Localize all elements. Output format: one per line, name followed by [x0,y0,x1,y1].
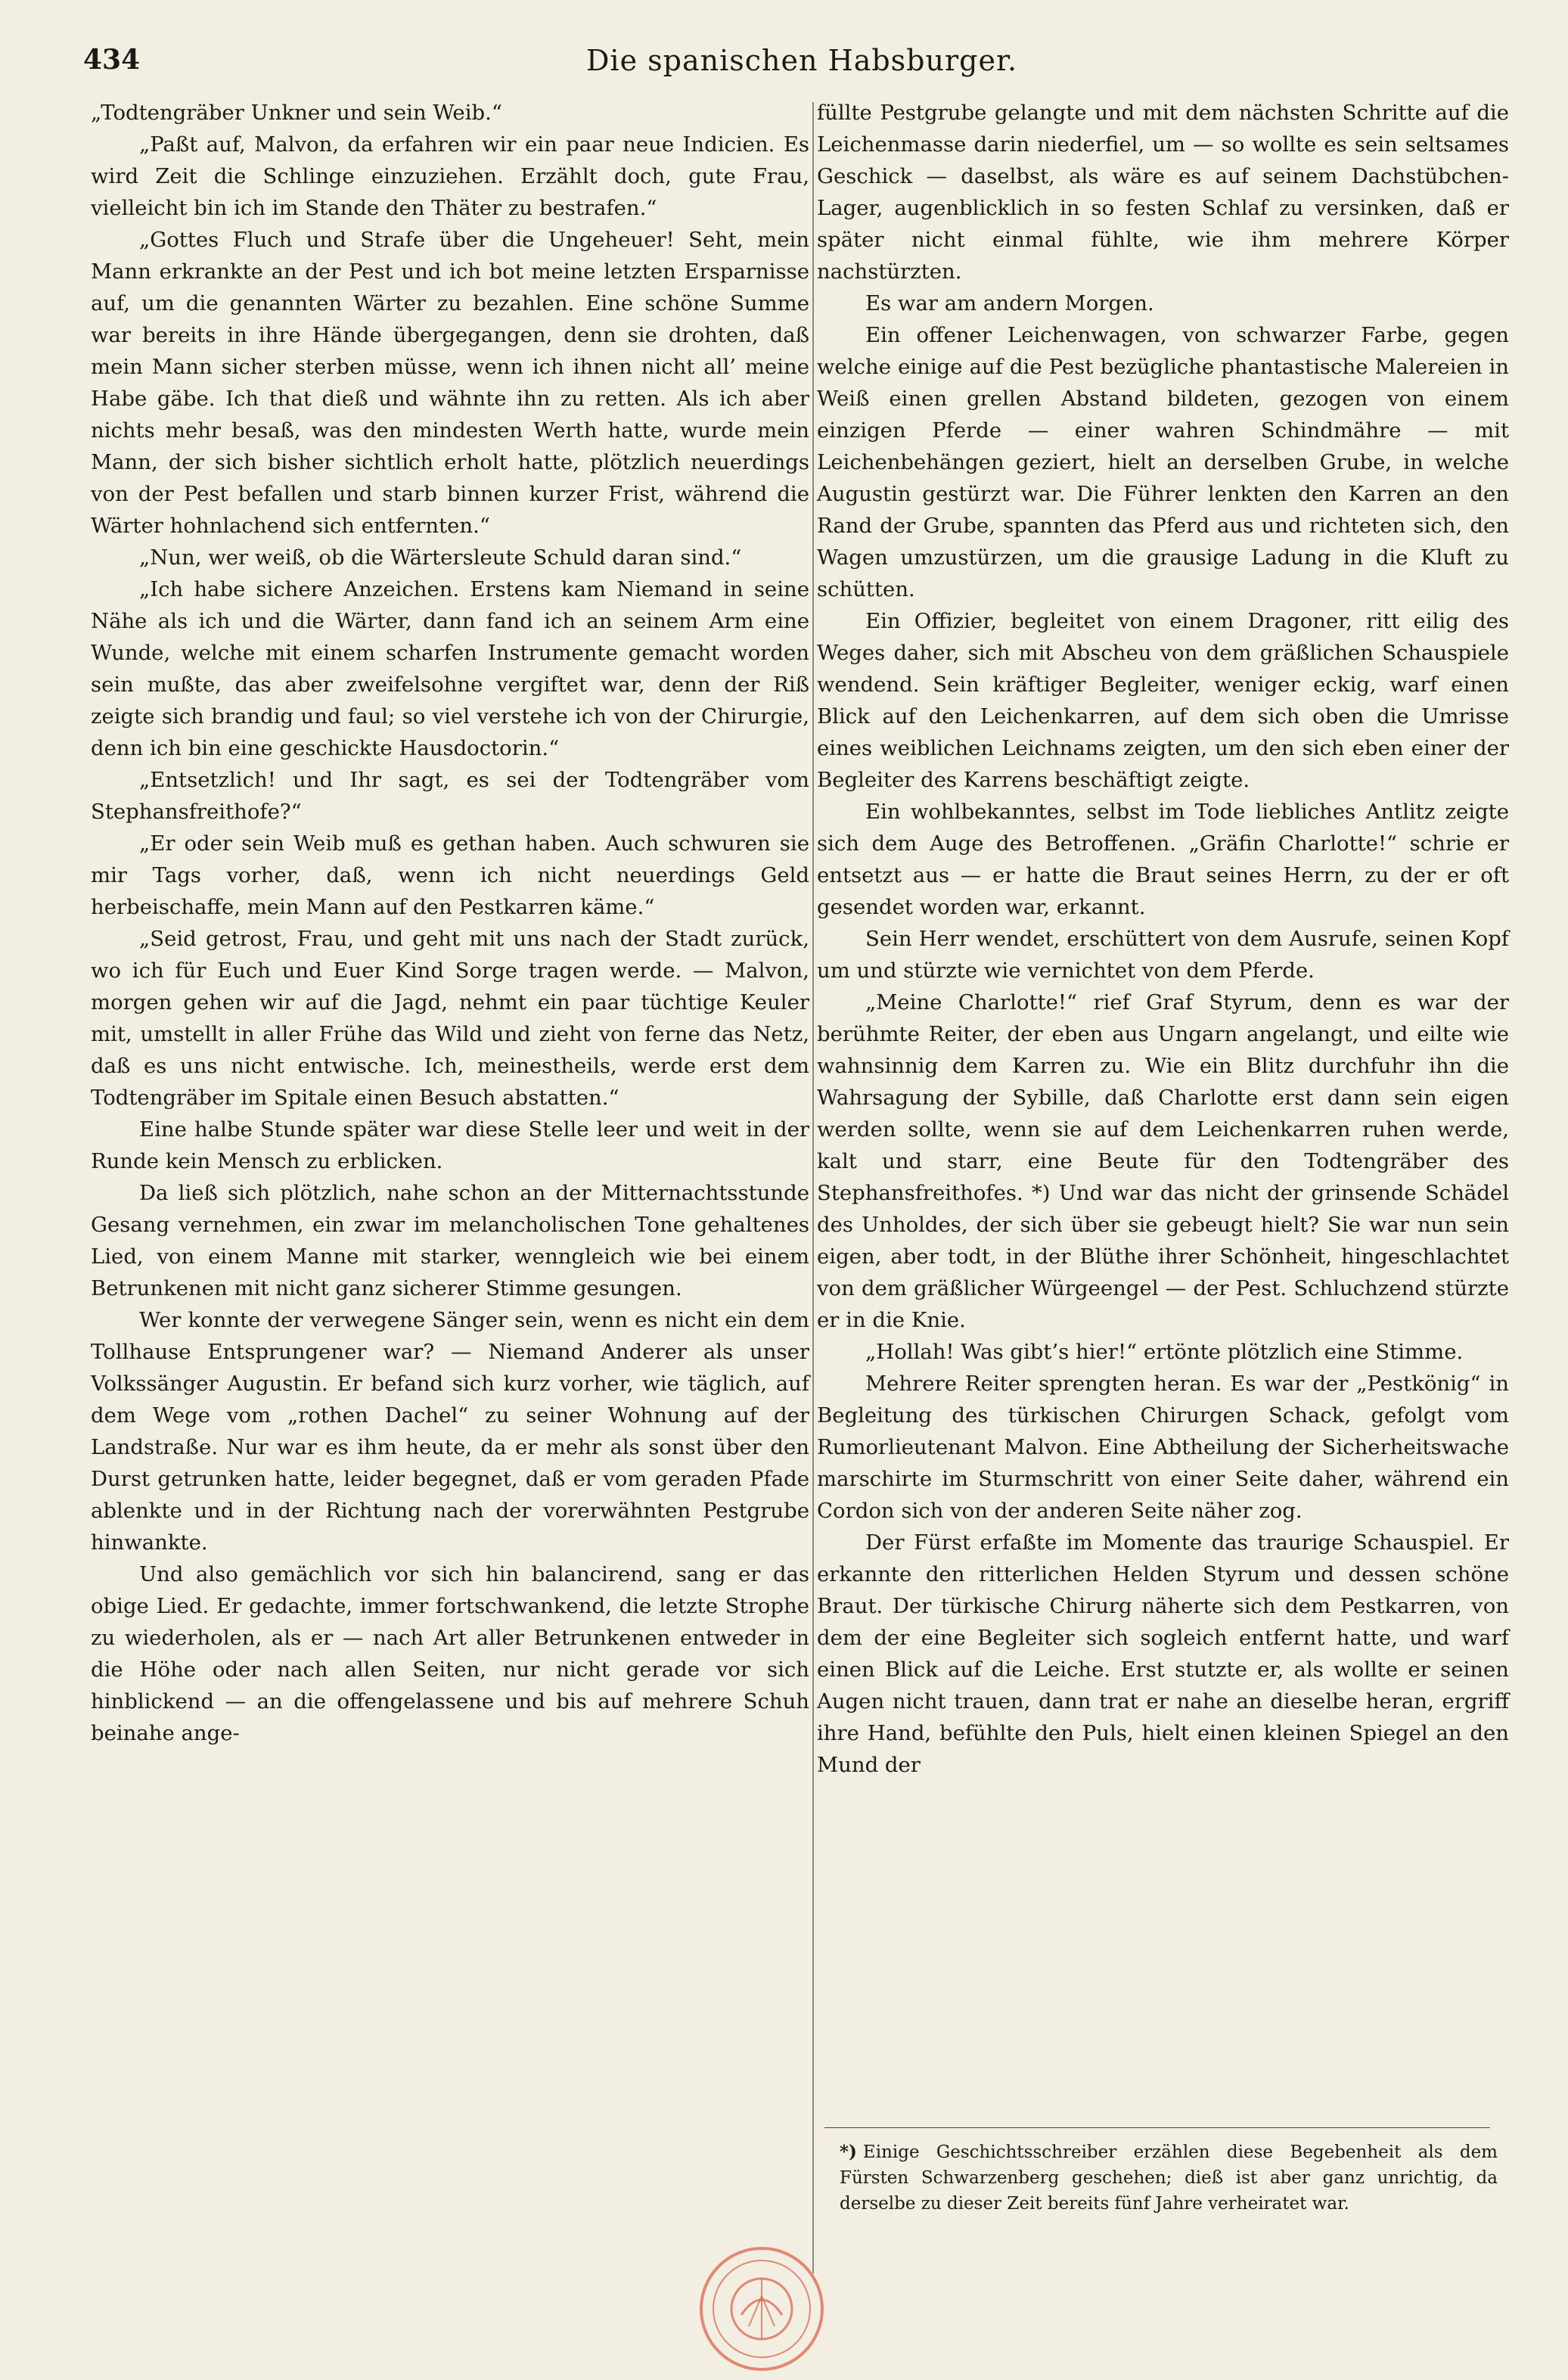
footnote [840,2139,1498,2217]
paragraph: Sein Herr wendet, erschüttert von dem Ausrufe, seinen Kopf um und stürzte wie vernichtet von dem Pferde. [817,927,1509,983]
paragraph: Ein wohlbekanntes, selbst im Tode liebliches Antlitz zeigte sich dem Auge des Betroffenen. „Gräfin Charlotte!“ schrie er entsetzt aus — er hatte die Braut seines Herrn, zu der er oft gesendet worden war, erkannt. [817,800,1509,919]
paragraph: Eine halbe Stunde später war diese Stelle leer und weit in der Runde kein Mensch zu erblicken. [91,1117,809,1173]
column-divider [812,102,814,2273]
paragraph: „Meine Charlotte!“ rief Graf Styrum, denn es war der berühmte Reiter, der eben aus Ungarn angelangt, und eilte wie wahnsinnig dem Karren zu. Wie ein Blitz durchfuhr ihn die Wahrsagung der Sybille, daß Charlotte erst dann sein eigen werden sollte, wenn sie auf dem Leichenkarren ruhen werde, kalt und starr, eine Beute für den Todtengräber des Stephansfreithofes. *) Und war das nicht der grinsende Schädel des Unholdes, der sich über sie gebeugt hielt? Sie war nun sein eigen, aber todt, in der Blüthe ihrer Schönheit, hingeschlachtet von dem gräßlicher Würgeengel — der Pest. Schluchzend stürzte er in die Knie. [817,990,1509,1332]
paragraph: „Er oder sein Weib muß es gethan haben. Auch schwuren sie mir Tags vorher, daß, wenn ich nicht neuerdings Geld herbeischaffe, mein Mann auf den Pestkarren käme.“ [91,831,809,919]
left-column [91,97,809,1749]
paragraph: füllte Pestgrube gelangte und mit dem nächsten Schritte auf die Leichenmasse darin niederfiel, um — so wollte es sein seltsames Geschick — daselbst, als wäre es auf seinem Dachstübchen-Lager, augenblicklich in so festen Schlaf zu versinken, daß er später nicht einmal fühlte, wie ihm mehrere Körper nachstürzten. [817,101,1509,284]
paragraph: „Gottes Fluch und Strafe über die Ungeheuer! Seht, mein Mann erkrankte an der Pest und ich bot meine letzten Ersparnisse auf, um die genannten Wärter zu bezahlen. Eine schöne Summe war bereits in ihre Hände übergegangen, denn sie drohten, daß mein Mann sicher sterben müsse, wenn ich ihnen nicht all’ meine Habe gäbe. Ich that dieß und wähnte ihn zu retten. Als ich aber nichts mehr besaß, was den mindesten Werth hatte, wurde mein Mann, der sich bisher sichtlich erholt hatte, plötzlich neuerdings von der Pest befallen und starb binnen kurzer Frist, während die Wärter hohnlachend sich entfernten.“ [91,228,809,538]
paragraph: Da ließ sich plötzlich, nahe schon an der Mitternachtsstunde Gesang vernehmen, ein zwar im melancholischen Tone gehaltenes Lied, von einem Manne mit starker, wenngleich wie bei einem Betrunkenen mit nicht ganz sicherer Stimme gesungen. [91,1181,809,1300]
library-stamp-icon [696,2243,828,2375]
paragraph: „Ich habe sichere Anzeichen. Erstens kam Niemand in seine Nähe als ich und die Wärter, dann fand ich an seinem Arm eine Wunde, welche mit einem scharfen Instrumente gemacht worden sein mußte, das aber zweifelsohne vergiftet war, denn der Riß zeigte sich brandig und faul; so viel verstehe ich von der Chirurgie, denn ich bin eine geschickte Hausdoctorin.“ [91,577,809,760]
right-column [817,97,1509,1781]
running-title: Die spanischen Habsburger. [585,44,1018,77]
paragraph: Und also gemächlich vor sich hin balancirend, sang er das obige Lied. Er gedachte, immer fortschwankend, die letzte Strophe zu wiederholen, als er — nach Art aller Betrunkenen entweder in die Höhe oder nach allen Seiten, nur nicht gerade vor sich hinblickend — an die offengelassene und bis auf mehrere Schuh beinahe ange- [91,1562,809,1745]
paragraph: „Seid getrost, Frau, und geht mit uns nach der Stadt zurück, wo ich für Euch und Euer Kind Sorge tragen werde. — Malvon, morgen gehen wir auf die Jagd, nehmt ein paar tüchtige Keuler mit, umstellt in aller Frühe das Wild und zieht von ferne das Netz, daß es uns nicht entwische. Ich, meinestheils, werde erst dem Todtengräber im Spitale einen Besuch abstatten.“ [91,927,809,1110]
paragraph: Der Fürst erfaßte im Momente das traurige Schauspiel. Er erkannte den ritterlichen Helden Styrum und dessen schöne Braut. Der türkische Chirurg näherte sich dem Pestkarren, von dem der eine Begleiter sich sogleich entfernt hatte, und warf einen Blick auf die Leiche. Erst stutzte er, als wollte er seinen Augen nicht trauen, dann trat er nahe an dieselbe heran, ergriff ihre Hand, befühlte den Puls, hielt einen kleinen Spiegel an den Mund der [817,1530,1509,1777]
paragraph: Mehrere Reiter sprengten heran. Es war der „Pestkönig“ in Begleitung des türkischen Chirurgen Schack, gefolgt vom Rumorlieutenant Malvon. Eine Abtheilung der Sicherheitswache marschirte im Sturmschritt von einer Seite daher, während ein Cordon sich von der anderen Seite näher zog. [817,1372,1509,1523]
footnote-text [840,2139,1498,2217]
paragraph: Ein offener Leichenwagen, von schwarzer Farbe, gegen welche einige auf die Pest bezügliche phantastische Malereien in Weiß einen grellen Abstand bildeten, gezogen von einem einzigen Pferde — einer wahren Schindmähre — mit Leichenbehängen geziert, hielt an derselben Grube, in welche Augustin gestürzt war. Die Führer lenkten den Karren an den Rand der Grube, spannten das Pferd aus und richteten sich, den Wagen umzustürzen, um die grausige Ladung in die Kluft zu schütten. [817,323,1509,601]
paragraph: „Todtengräber Unkner und sein Weib.“ [91,101,502,125]
footnote-marker: *) [840,2142,857,2162]
paragraph: „Entsetzlich! und Ihr sagt, es sei der Todtengräber vom Stephansfreithofe?“ [91,768,809,824]
page-header [83,44,1520,89]
paragraph: „Hollah! Was gibt’s hier!“ ertönte plötzlich eine Stimme. [865,1340,1464,1364]
page-number: 434 [83,44,141,76]
paragraph: „Nun, wer weiß, ob die Wärtersleute Schuld daran sind.“ [139,545,742,570]
paragraph: Es war am andern Morgen. [865,291,1154,315]
footnote-body: Einige Geschichtsschreiber erzählen diese Begebenheit als dem Fürsten Schwarzenberg geschehen; dieß ist aber ganz unrichtig, da derselbe zu dieser Zeit bereits fünf Jahre verheiratet war. [840,2142,1498,2214]
footnote-divider [824,2127,1490,2128]
paragraph: Wer konnte der verwegene Sänger sein, wenn es nicht ein dem Tollhause Entsprungener war? — Niemand Anderer als unser Volkssänger Augustin. Er befand sich kurz vorher, wie täglich, auf dem Wege vom „rothen Dachel“ zu seiner Wohnung auf der Landstraße. Nur war es ihm heute, da er mehr als sonst über den Durst getrunken hatte, leider begegnet, daß er vom geraden Pfade ablenkte und in der Richtung nach der vorerwähnten Pestgrube hinwankte. [91,1308,809,1555]
paragraph: Ein Offizier, begleitet von einem Dragoner, ritt eilig des Weges daher, sich mit Abscheu von dem gräßlichen Schauspiele wendend. Sein kräftiger Begleiter, weniger eckig, warf einen Blick auf den Leichenkarren, auf dem sich oben die Umrisse eines weiblichen Leichnams zeigten, um den sich eben einer der Begleiter des Karrens beschäftigt zeigte. [817,609,1509,792]
paragraph: „Paßt auf, Malvon, da erfahren wir ein paar neue Indicien. Es wird Zeit die Schlinge einzuziehen. Erzählt doch, gute Frau, vielleicht bin ich im Stande den Thäter zu bestrafen.“ [91,132,809,220]
